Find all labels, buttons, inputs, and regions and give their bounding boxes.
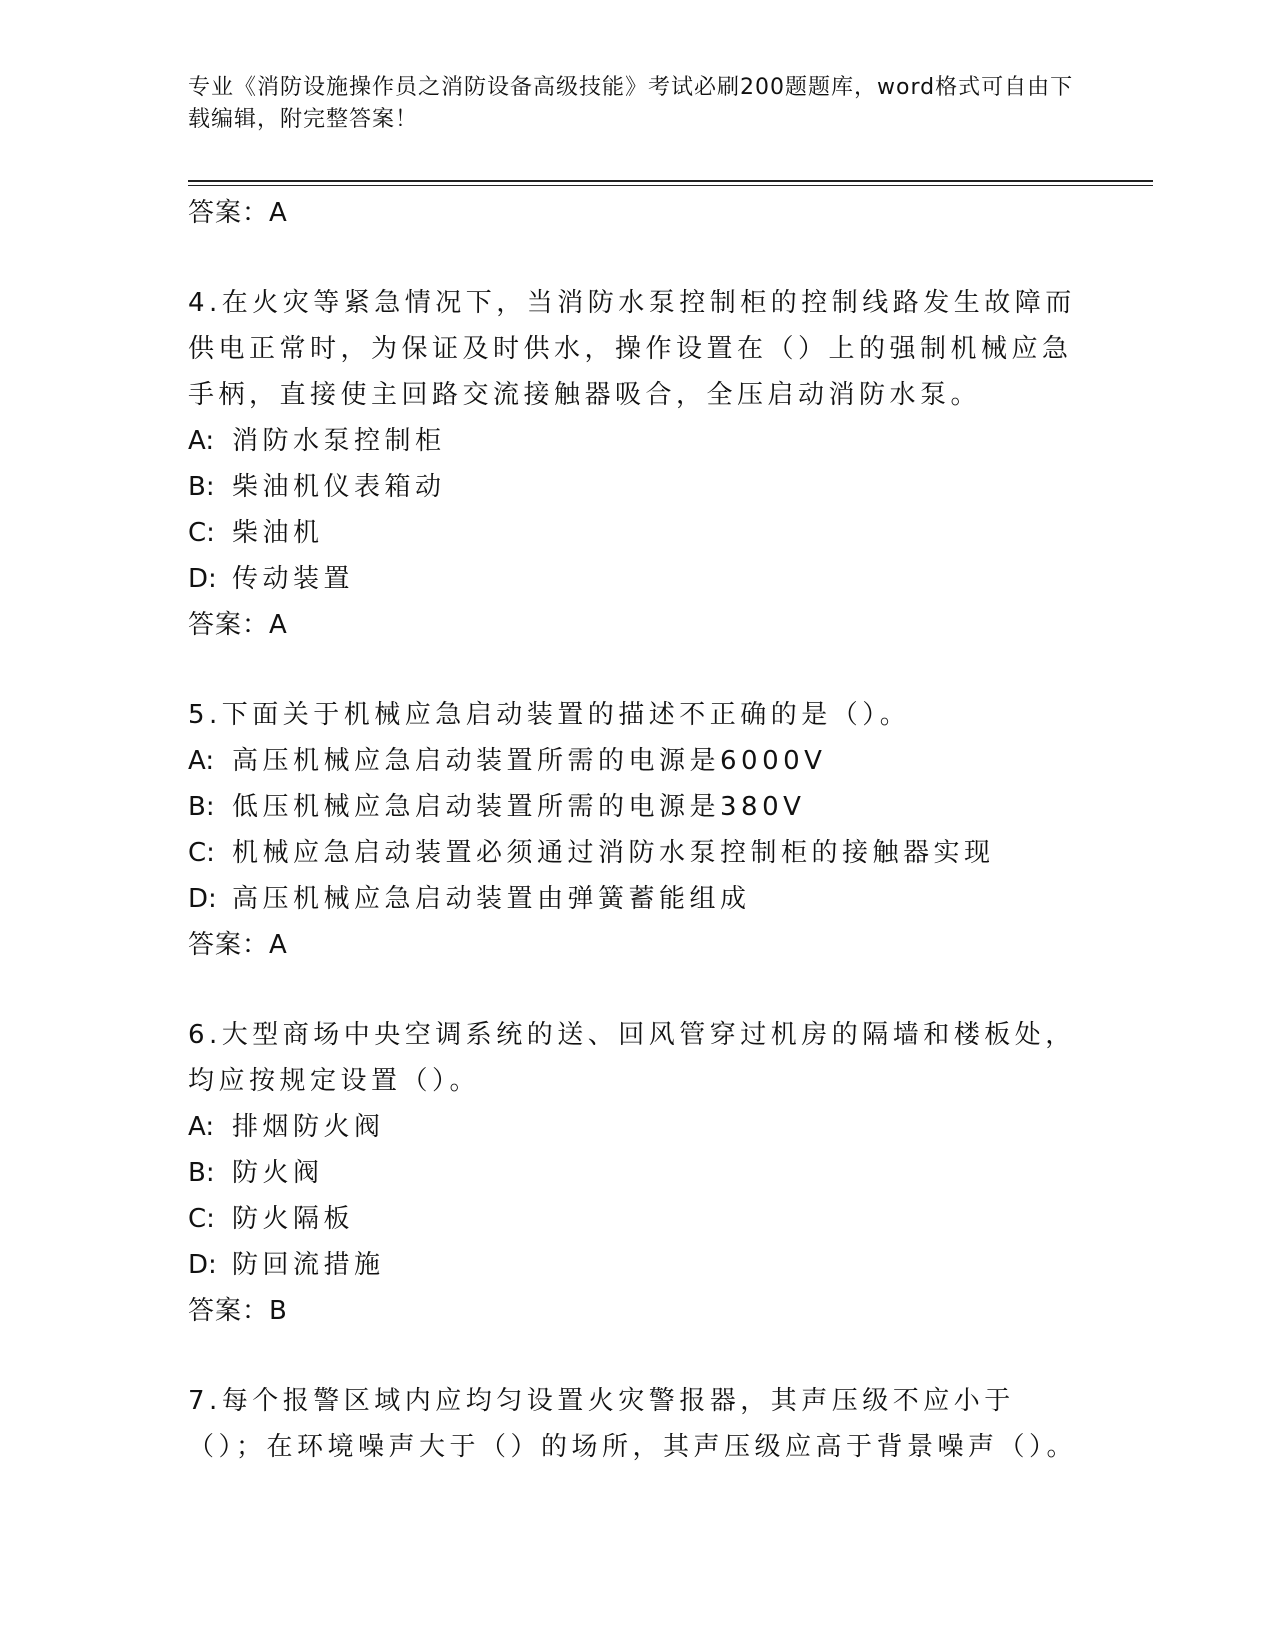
option-text: 高压机械应急启动装置由弹簧蓄能组成 xyxy=(232,884,751,914)
question-item xyxy=(188,692,1088,968)
option-letter: A: xyxy=(188,746,215,776)
option-letter: C: xyxy=(188,518,215,548)
option-c xyxy=(188,1196,1088,1242)
option-a xyxy=(188,738,1088,784)
question-item xyxy=(188,1012,1088,1334)
question-stem: 7.每个报警区域内应均匀设置火灾警报器，其声压级不应小于（）；在环境噪声大于（）的场所，其声压级应高于背景噪声（）。 xyxy=(188,1386,1078,1462)
document-header: 专业《消防设施操作员之消防设备高级技能》考试必刷200题题库，word格式可自由下载编辑，附完整答案！ xyxy=(188,75,1074,132)
answer-line: 答案：B xyxy=(188,1296,288,1326)
option-text: 柴油机仪表箱动 xyxy=(232,472,446,502)
header-divider xyxy=(188,180,1153,182)
option-b xyxy=(188,464,1088,510)
option-text: 传动装置 xyxy=(232,564,355,594)
option-d xyxy=(188,1242,1088,1288)
answer-line: 答案：A xyxy=(188,198,288,228)
option-d xyxy=(188,556,1088,602)
option-text: 高压机械应急启动装置所需的电源是6000V xyxy=(232,746,827,776)
header-divider-thin xyxy=(188,185,1153,186)
option-letter: C: xyxy=(188,838,215,868)
question-item xyxy=(188,280,1088,648)
option-c xyxy=(188,830,1088,876)
question-item xyxy=(188,1378,1088,1470)
question-stem: 5.下面关于机械应急启动装置的描述不正确的是（）。 xyxy=(188,700,911,730)
option-letter: B: xyxy=(188,792,215,822)
option-letter: D: xyxy=(188,1250,217,1280)
option-letter: A: xyxy=(188,426,215,456)
question-list xyxy=(188,190,1088,1470)
option-text: 排烟防火阀 xyxy=(232,1112,385,1142)
option-text: 防回流措施 xyxy=(232,1250,385,1280)
question-stem: 4.在火灾等紧急情况下，当消防水泵控制柜的控制线路发生故障而供电正常时，为保证及时供水，操作设置在（）上的强制机械应急手柄，直接使主回路交流接触器吸合，全压启动消防水泵。 xyxy=(188,288,1076,410)
option-b xyxy=(188,784,1088,830)
answer-line: 答案：A xyxy=(188,930,288,960)
option-text: 防火阀 xyxy=(232,1158,324,1188)
option-letter: D: xyxy=(188,884,217,914)
option-text: 柴油机 xyxy=(232,518,324,548)
option-d xyxy=(188,876,1088,922)
answer-line: 答案：A xyxy=(188,610,288,640)
option-a xyxy=(188,1104,1088,1150)
option-letter: D: xyxy=(188,564,217,594)
option-letter: A: xyxy=(188,1112,215,1142)
option-text: 低压机械应急启动装置所需的电源是380V xyxy=(232,792,806,822)
option-text: 消防水泵控制柜 xyxy=(232,426,446,456)
option-a xyxy=(188,418,1088,464)
question-stem: 6.大型商场中央空调系统的送、回风管穿过机房的隔墙和楼板处，均应按规定设置（）。 xyxy=(188,1020,1076,1096)
option-b xyxy=(188,1150,1088,1196)
option-letter: B: xyxy=(188,472,215,502)
option-text: 防火隔板 xyxy=(232,1204,355,1234)
option-letter: B: xyxy=(188,1158,215,1188)
option-letter: C: xyxy=(188,1204,215,1234)
option-c xyxy=(188,510,1088,556)
option-text: 机械应急启动装置必须通过消防水泵控制柜的接触器实现 xyxy=(232,838,995,868)
